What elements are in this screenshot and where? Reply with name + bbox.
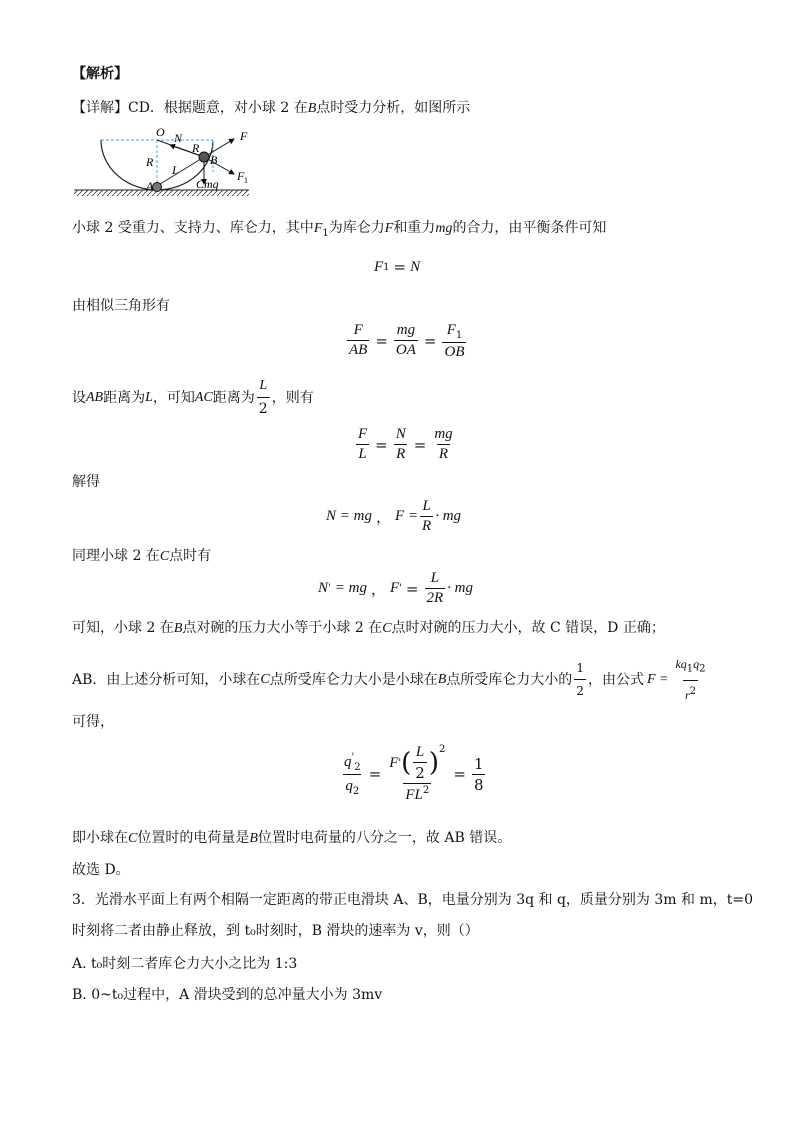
eq-f1-equals-n: F 1 = N [374,258,421,276]
para-conclusion-cd: 可知，小球 2 在B点对碗的压力大小等于小球 2 在C点时对碗的压力大小，故 C 错误，D 正确； [72,620,665,636]
label-a: A [146,179,154,193]
eq-solution-c: N ' = mg ， F ' = $\frac{L}{2R}$ · mg [318,570,474,606]
detail-suffix: 点时受力分析，如图所示 [316,100,471,116]
detail-line [72,98,470,119]
section-heading: 【解析】 [72,66,128,82]
question-3-option-b: B. 0~t₀过程中，A 滑块受到的总冲量大小为 3mv [72,987,383,1003]
eq-ratio-l: $\frac{F}{L}$ = $\frac{N}{R}$ = $\frac{mg}{R}$ [358,426,453,462]
eq-solution-b: N = mg ， F = $\frac{L}{R}$ · mg [326,498,462,534]
ball-b [199,152,209,162]
question-3-line2: 时刻将二者由静止释放，到 t₀时刻时，B 滑块的速率为 v，则（） [72,923,479,939]
eq-charge-ratio: $\frac{q'_2}{q_2}$ = F ' ( $\frac{L}{2}$ ) 2 $FL^2$ = $\frac{1}{8}$ [344,744,484,803]
para-point-c: 同理小球 2 在C点时有 [72,548,212,564]
ball-a [153,183,162,192]
para-solve: 解得 [72,474,100,490]
label-r-mid: R [192,141,200,155]
detail-prefix: 【详解】CD．根据题意，对小球 2 在 [72,100,308,116]
question-3-line1: 3．光滑水平面上有两个相隔一定距离的带正电滑块 A、B，电量分别为 3q 和 q，质量分别为 3m 和 m，t=0 [72,892,754,908]
para-charge-conclusion: 即小球在C位置时的电荷量是B位置时电荷量的八分之一，故 AB 错误。 [72,830,512,846]
label-o: O [156,125,165,139]
label-c: C [196,177,205,191]
eq-similar-ratio: $\frac{F}{AB}$ = $\frac{mg}{OA}$ = $\frac{F_1}{OB}$ [349,322,465,360]
para-forces: 小球 2 受重力、支持力、库仑力，其中$F_1$为库仑力F和重力mg的合力，由平衡条件可知 [72,220,607,239]
para-can-get: 可得， [72,714,114,730]
label-n: N [174,131,183,145]
para-analysis-ab: AB．由上述分析可知，小球在 C 点所受库仑力大小是小球在 B 点所受库仑力大小的 $\frac{1}{2}$ ，由公式 F = $\frac{kq_1q_2}{r^2}$ [72,654,710,705]
question-3-option-a: A. t₀时刻二者库仑力大小之比为 1:3 [72,956,298,972]
para-set-ab: 设 AB 距离为 L ，可知 AC 距离为 $\frac{L}{2}$ ，则有 [72,378,314,417]
para-similar-triangles: 由相似三角形有 [72,298,170,314]
para-answer: 故选 D。 [72,862,130,878]
detail-point-b: B [307,101,317,116]
label-f: F [240,129,248,143]
label-f1-sub: 1 [244,176,248,185]
label-b: B [210,153,218,167]
label-l: L [172,163,179,177]
label-r-left: R [146,155,154,169]
label-f1: F [237,169,245,183]
ground-hatch [74,190,249,196]
force-diagram [74,124,254,202]
label-mg: mg [204,177,219,191]
